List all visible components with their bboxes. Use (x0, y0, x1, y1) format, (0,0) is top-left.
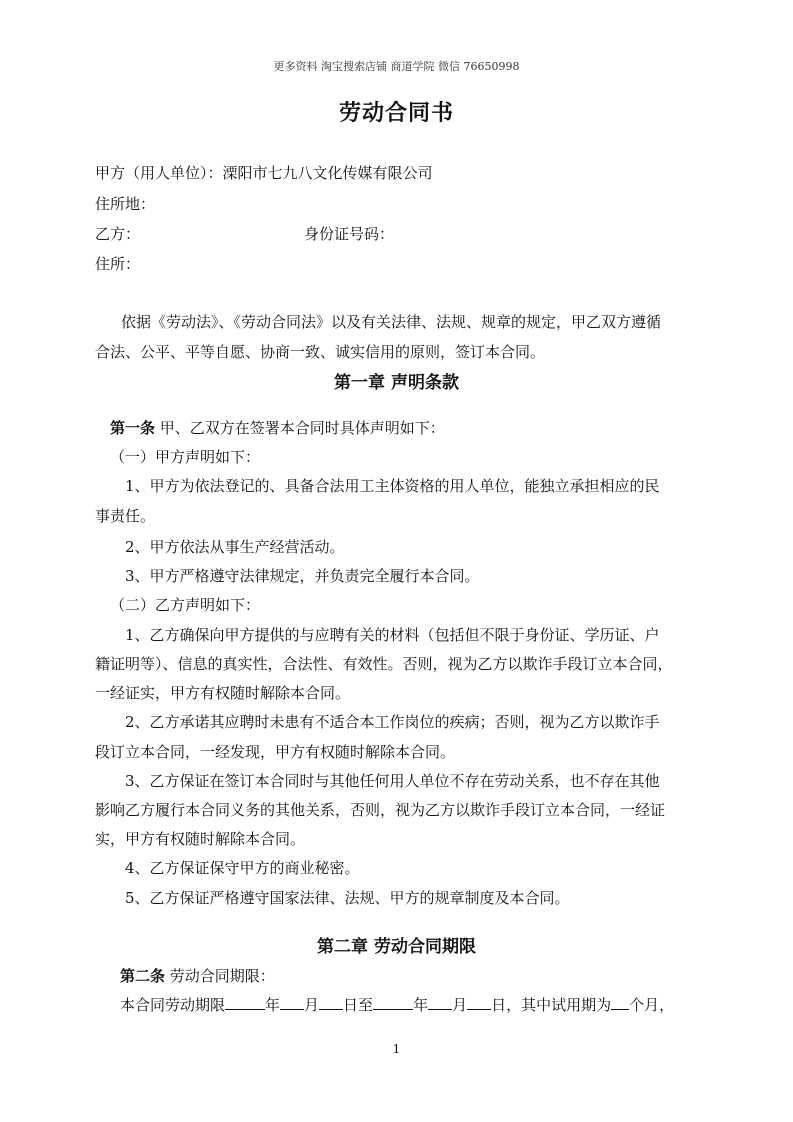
term-blank-start-month[interactable] (280, 995, 304, 1010)
preamble-line-1: 依据《劳动法》、《劳动合同法》以及有关法律、法规、规章的规定，甲乙双方遵循 (121, 313, 662, 331)
chapter-1-heading: 第一章 声明条款 (334, 373, 459, 393)
article-2-text: 劳动合同期限： (165, 967, 275, 985)
chapter-2-heading: 第二章 劳动合同期限 (317, 937, 476, 957)
term-text-probation: 日，其中试用期为 (491, 996, 612, 1014)
a-item-3: 3、甲方严格遵守法律规定，并负责完全履行本合同。 (125, 567, 480, 585)
a-item-2: 2、甲方依法从事生产经营活动。 (125, 538, 345, 556)
term-text-year-2: 年 (413, 996, 429, 1014)
b-item-3-line-3: 实，甲方有权随时解除本合同。 (95, 830, 306, 848)
b-item-1-line-3: 一经证实，甲方有权随时解除本合同。 (95, 684, 351, 702)
page-number: 1 (392, 1042, 401, 1056)
a-item-1-line-1: 1、甲方为依法登记的、具备合法用工主体资格的用人单位，能独立承担相应的民 (125, 477, 660, 495)
b-item-1-line-2: 籍证明等）、信息的真实性，合法性、有效性。否则，视为乙方以欺诈手段订立本合同， (95, 655, 673, 673)
term-blank-end-month[interactable] (428, 995, 452, 1010)
party-a-declaration-heading: （一）甲方声明如下： (110, 448, 261, 466)
b-item-5: 5、乙方保证严格遵守国家法律、法规、甲方的规章制度及本合同。 (125, 889, 570, 907)
article-1-text: 甲、乙双方在签署本合同时具体声明如下： (155, 419, 445, 437)
term-blank-start-year[interactable] (225, 995, 265, 1010)
term-text-months: 个月， (629, 996, 675, 1014)
term-text-month-2: 月 (452, 996, 468, 1014)
party-a-line: 甲方（用人单位）：溧阳市七九八文化传媒有限公司 (95, 164, 433, 182)
b-item-2-line-2: 段订立本合同，一经发现，甲方有权随时解除本合同。 (95, 743, 456, 761)
party-b-line: 乙方： (95, 225, 141, 243)
contract-term-line (120, 994, 674, 1015)
b-item-1-line-1: 1、乙方确保向甲方提供的与应聘有关的材料（包括但不限于身份证、学历证、户 (125, 626, 660, 644)
party-a-address: 住所地： (95, 195, 156, 213)
b-item-3-line-1: 3、乙方保证在签订本合同时与其他任何用人单位不存在劳动关系，也不存在其他 (125, 772, 660, 790)
page-header: 更多资料 淘宝搜索店铺 商道学院 微信 76650998 (273, 60, 520, 73)
party-b-id-label: 身份证号码： (304, 225, 395, 243)
preamble-line-2: 合法、公平、平等自愿、协商一致、诚实信用的原则，签订本合同。 (95, 343, 546, 361)
term-text-month: 月 (304, 996, 320, 1014)
article-1-label: 第一条 (110, 419, 156, 437)
article-1 (110, 417, 445, 438)
b-item-2-line-1: 2、乙方承诺其应聘时未患有不适合本工作岗位的疾病；否则，视为乙方以欺诈手 (125, 713, 660, 731)
term-blank-end-year[interactable] (373, 995, 413, 1010)
document-title: 劳动合同书 (338, 100, 454, 126)
term-blank-end-day[interactable] (467, 995, 491, 1010)
term-text-1: 本合同劳动期限 (120, 996, 226, 1014)
term-blank-start-day[interactable] (319, 995, 343, 1010)
article-2-label: 第二条 (120, 967, 166, 985)
b-item-3-line-2: 影响乙方履行本合同义务的其他关系，否则，视为乙方以欺诈手段订立本合同，一经证 (95, 801, 666, 819)
b-item-4: 4、乙方保证保守甲方的商业秘密。 (125, 859, 360, 877)
a-item-1-line-2: 事责任。 (95, 507, 156, 525)
term-blank-probation-months[interactable] (611, 995, 629, 1010)
party-b-address: 住所： (95, 255, 141, 273)
article-2 (120, 965, 275, 986)
term-text-year: 年 (265, 996, 281, 1014)
party-b-declaration-heading: （二）乙方声明如下： (110, 596, 261, 614)
term-text-day-to: 日至 (343, 996, 374, 1014)
